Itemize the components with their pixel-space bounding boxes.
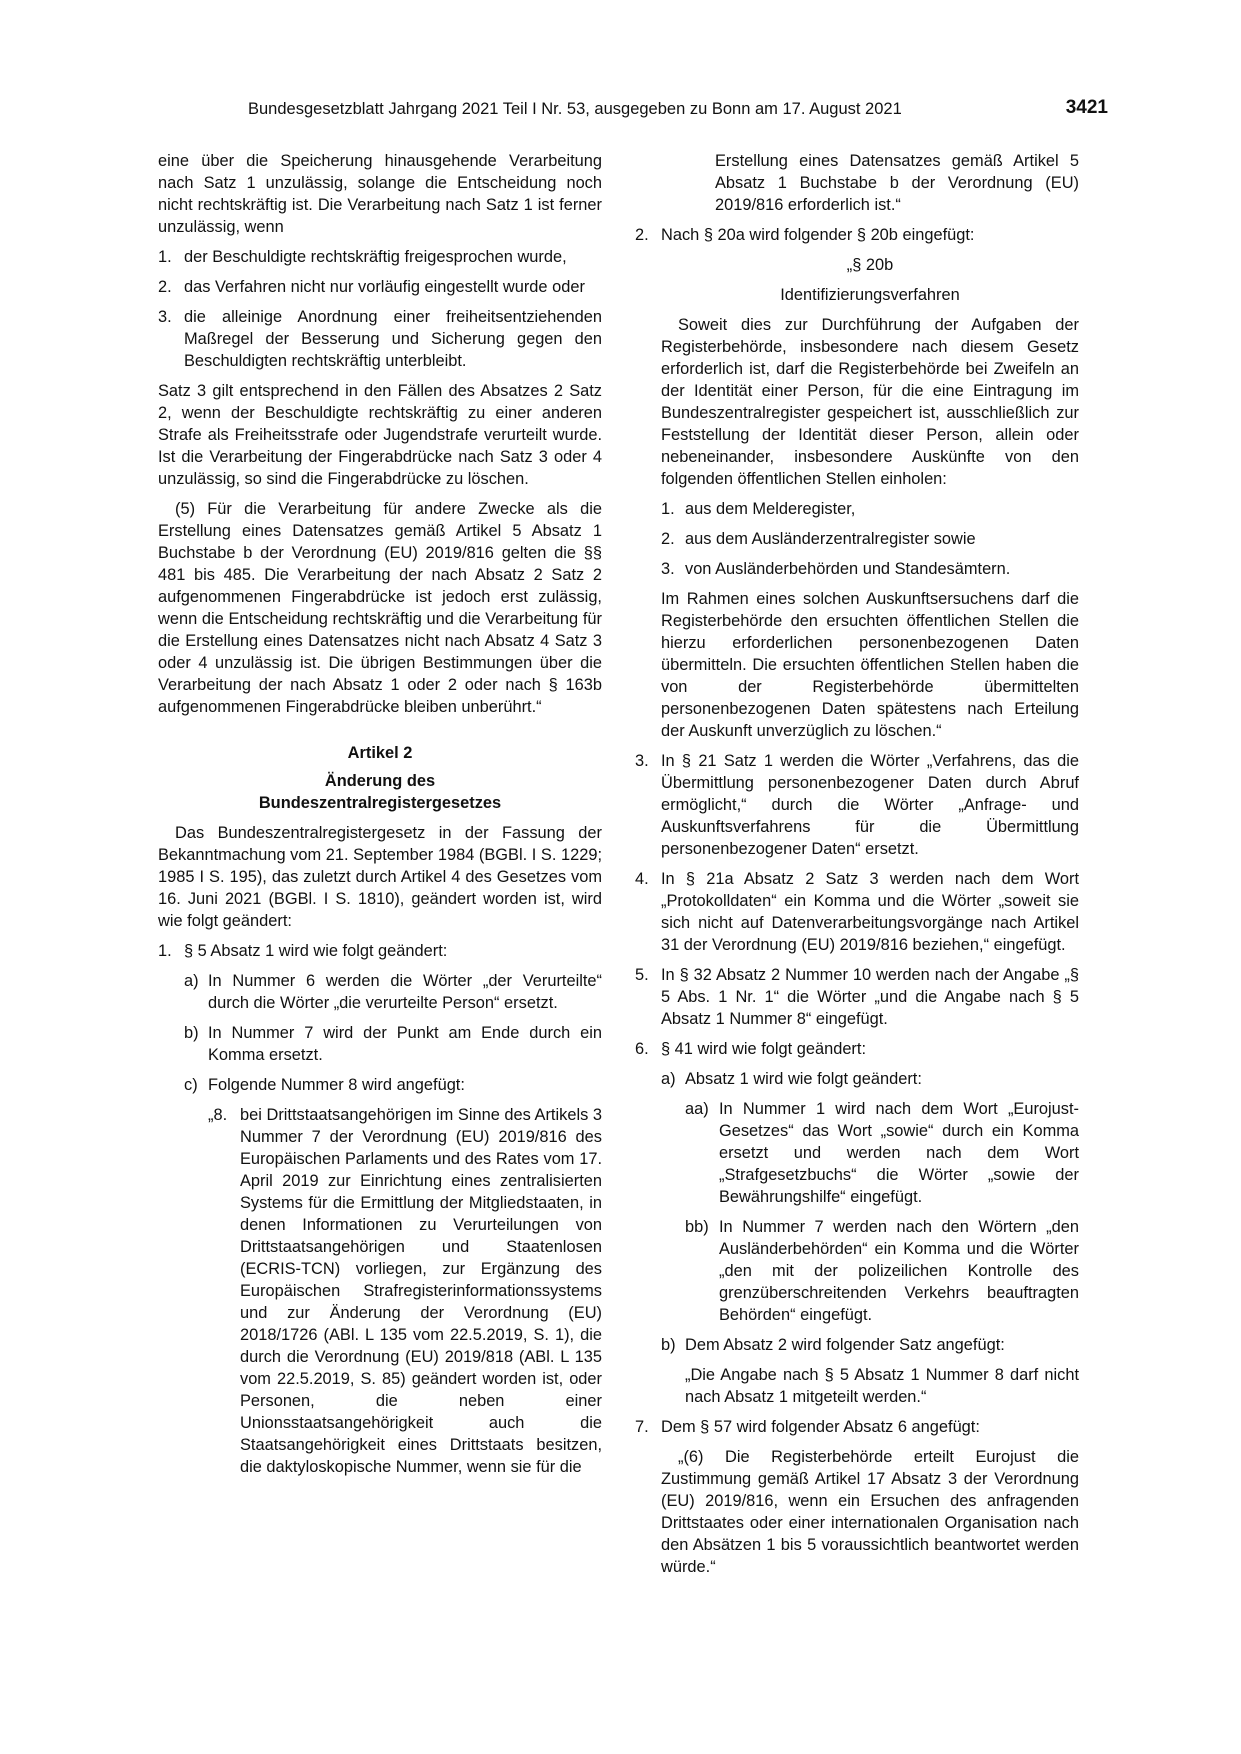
quoted-block (184, 1104, 602, 1478)
left-column (158, 150, 602, 1478)
inserted-section (635, 254, 1079, 742)
paragraph: Das Bundeszentralregistergesetz in der Fassung der Bekanntmachung vom 21. September 1984 (BGBl. I S. 1229; 1985 I S. 195), das zuletzt durch Artikel 4 des Gesetzes vom 16. Juni 2021 (BGBl. I S. 1810), geändert worden ist, wird wie folgt geändert: (158, 824, 602, 930)
paragraph: Soweit dies zur Durchführung der Aufgaben der Registerbehörde, insbesondere nach diesem Gesetz erforderlich ist, darf die Registerbehörde bei Zweifeln an der Identität einer Person, für die eine Eintragung im Bundeszentralregister gespeichert ist, ausschließlich zur Feststellung der Identität dieser Person, allein oder nebeneinander, insbesondere Auskünfte von den folgenden öffentlichen Stellen einholen: (661, 316, 1079, 488)
paragraph: (5) Für die Verarbeitung für andere Zwecke als die Erstellung eines Datensatzes gemäß Artikel 5 Absatz 1 Buchstabe b der Verordnung (EU) 2019/816 gelten die §§ 481 bis 485. Die Verarbeitung der nach Absatz 2 Satz 2 aufgenommenen Fingerabdrücke ist jedoch erst zulässig, wenn die Entscheidung rechtskräftig und die Verarbeitung für die Erstellung eines Datensatzes nicht nach Absatz 4 Satz 3 oder 4 unzulässig ist. Die übrigen Bestimmungen über die Verarbeitung der nach Absatz 1 oder 2 oder nach § 163b aufgenommenen Fingerabdrücke bleiben unberührt.“ (158, 500, 602, 716)
paragraph: eine über die Speicherung hinausgehende Verarbeitung nach Satz 1 unzulässig, solange die Entscheidung noch nicht rechtskräftig ist. Die Verarbeitung nach Satz 1 ist ferner unzulässig, wenn (158, 152, 602, 236)
list-item: 3. von Ausländerbehörden und Standesämtern. (661, 560, 1011, 578)
quoted-paragraph: „(6) Die Registerbehörde erteilt Eurojust die Zustimmung gemäß Artikel 17 Absatz 3 der Verordnung (EU) 2019/816, wenn ein Ersuchen des anfragenden Drittstaates oder einer internationalen Organisation nach den Absätzen 1 bis 5 voraussichtlich beantwortet werden würde.“ (661, 1448, 1079, 1576)
section-heading: „§ 20b (846, 256, 894, 274)
list-item: 3. In § 21 Satz 1 werden die Wörter „Verfahrens, das die Übermittlung personenbezogener Daten durch Abruf ermöglicht,“ durch die Wörter „Anfrage- und Auskunftsverfahrens für die Übermittlung personenbezogener Daten“ ersetzt. (635, 752, 1079, 858)
list-item: 6. § 41 wird wie folgt geändert: (635, 1040, 867, 1058)
list-item: c) Folgende Nummer 8 wird angefügt: (184, 1076, 465, 1094)
quoted-sentence: „Die Angabe nach § 5 Absatz 1 Nummer 8 darf nicht nach Absatz 1 mitgeteilt werden.“ (685, 1366, 1079, 1406)
list-item: 4. In § 21a Absatz 2 Satz 3 werden nach dem Wort „Protokolldaten“ ein Komma und die Wörter „soweit sie sich nicht auf Datenverarbeitungsvorgänge nach Artikel 31 der Verordnung (EU) 2019/816 beziehen,“ eingefügt. (635, 870, 1079, 954)
list-item: a) In Nummer 6 werden die Wörter „der Verurteilte“ durch die Wörter „die verurteilte Person“ ersetzt. (184, 972, 602, 1012)
page-number: 3421 (1065, 97, 1108, 118)
list-item: 1. aus dem Melderegister, (661, 500, 856, 518)
list-item: 2. das Verfahren nicht nur vorläufig eingestellt wurde oder (158, 278, 585, 296)
article-title-line: Änderung des (324, 772, 436, 790)
list-item: 3. die alleinige Anordnung einer freiheitsentziehenden Maßregel der Besserung und Sicherung gegen den Beschuldigten rechtskräftig unterbleibt. (158, 308, 602, 370)
header-title: Bundesgesetzblatt Jahrgang 2021 Teil I Nr. 53, ausgegeben zu Bonn am 17. August 2021 (248, 100, 902, 118)
list-item: b) Dem Absatz 2 wird folgender Satz angefügt: (661, 1336, 1005, 1354)
list-item: a) Absatz 1 wird wie folgt geändert: (661, 1070, 922, 1088)
list-item: 2. aus dem Ausländerzentralregister sowie (661, 530, 976, 548)
right-column (635, 150, 1079, 1578)
list-item: 1. § 5 Absatz 1 wird wie folgt geändert: (158, 942, 448, 960)
paragraph: Im Rahmen eines solchen Auskunftsersuchens darf die Registerbehörde den ersuchten öffentlichen Stellen die hierzu erforderlichen personenbezogenen Daten übermitteln. Die ersuchten öffentlichen Stellen haben die von der Registerbehörde übermittelten personenbezogenen Daten spätestens nach Erteilung der Auskunft unverzüglich zu löschen.“ (661, 590, 1079, 740)
list-item: aa) In Nummer 1 wird nach dem Wort „Eurojust-Gesetzes“ das Wort „sowie“ durch ein Komma ersetzt und werden nach dem Wort „Strafgesetzbuchs“ die Wörter „sowie der Bewährungshilfe“ eingefügt. (685, 1100, 1079, 1206)
sub-list (635, 1068, 1079, 1408)
paragraph: Satz 3 gilt entsprechend in den Fällen des Absatzes 2 Satz 2, wenn der Beschuldigte rechtskräftig zu einer anderen Strafe als Freiheitsstrafe oder Jugendstrafe verurteilt wurde. Ist die Verarbeitung der Fingerabdrücke nach Satz 3 oder 4 unzulässig, so sind die Fingerabdrücke zu löschen. (158, 382, 602, 488)
list-item: bb) In Nummer 7 werden nach den Wörtern „den Ausländerbehörden“ ein Komma und die Wörter „den mit der polizeilichen Kontrolle des grenzüberschreitenden Verkehrs beauftragten Behörden“ eingefügt. (685, 1218, 1079, 1324)
list-item: b) In Nummer 7 wird der Punkt am Ende durch ein Komma ersetzt. (184, 1024, 602, 1064)
article-heading: Artikel 2 (347, 744, 413, 762)
sub-list (158, 970, 602, 1478)
paragraph: Erstellung eines Datensatzes gemäß Artikel 5 Absatz 1 Buchstabe b der Verordnung (EU) 2019/816 erforderlich ist.“ (715, 152, 1079, 214)
list-item: 2. Nach § 20a wird folgender § 20b eingefügt: (635, 226, 975, 244)
list-item: 7. Dem § 57 wird folgender Absatz 6 angefügt: (635, 1418, 980, 1436)
list-item: „8. bei Drittstaatsangehörigen im Sinne des Artikels 3 Nummer 7 der Verordnung (EU) 2019/816 des Europäischen Parlaments und des Rates vom 17. April 2019 zur Einrichtung eines zentralisierten Systems für die Ermittlung der Mitgliedstaaten, in denen Informationen zu Verurteilungen von Drittstaatsangehörigen und Staatenlosen (ECRIS-TCN) vorliegen, zur Ergänzung des Europäischen Strafregisterinformationssystems und zur Änderung der Verordnung (EU) 2018/1726 (ABl. L 135 vom 22.5.2019, S. 1), die durch die Verordnung (EU) 2019/818 (ABl. L 135 vom 22.5.2019, S. 85) geändert worden ist, oder Personen, die neben einer Unionsstaatsangehörigkeit auch die Staatsangehörigkeit eines Drittstaats besitzen, die daktyloskopische Nummer, wenn sie für die (208, 1106, 602, 1476)
section-title: Identifizierungsverfahren (780, 286, 960, 304)
sub-sub-list (661, 1098, 1079, 1326)
article-title-line: Bundeszentralregistergesetzes (258, 794, 502, 812)
list-item: 5. In § 32 Absatz 2 Nummer 10 werden nach der Angabe „§ 5 Abs. 1 Nr. 1“ die Wörter „und die Angabe nach § 5 Absatz 1 Nummer 8“ eingefügt. (635, 966, 1079, 1028)
list-item: 1. der Beschuldigte rechtskräftig freigesprochen wurde, (158, 248, 567, 266)
